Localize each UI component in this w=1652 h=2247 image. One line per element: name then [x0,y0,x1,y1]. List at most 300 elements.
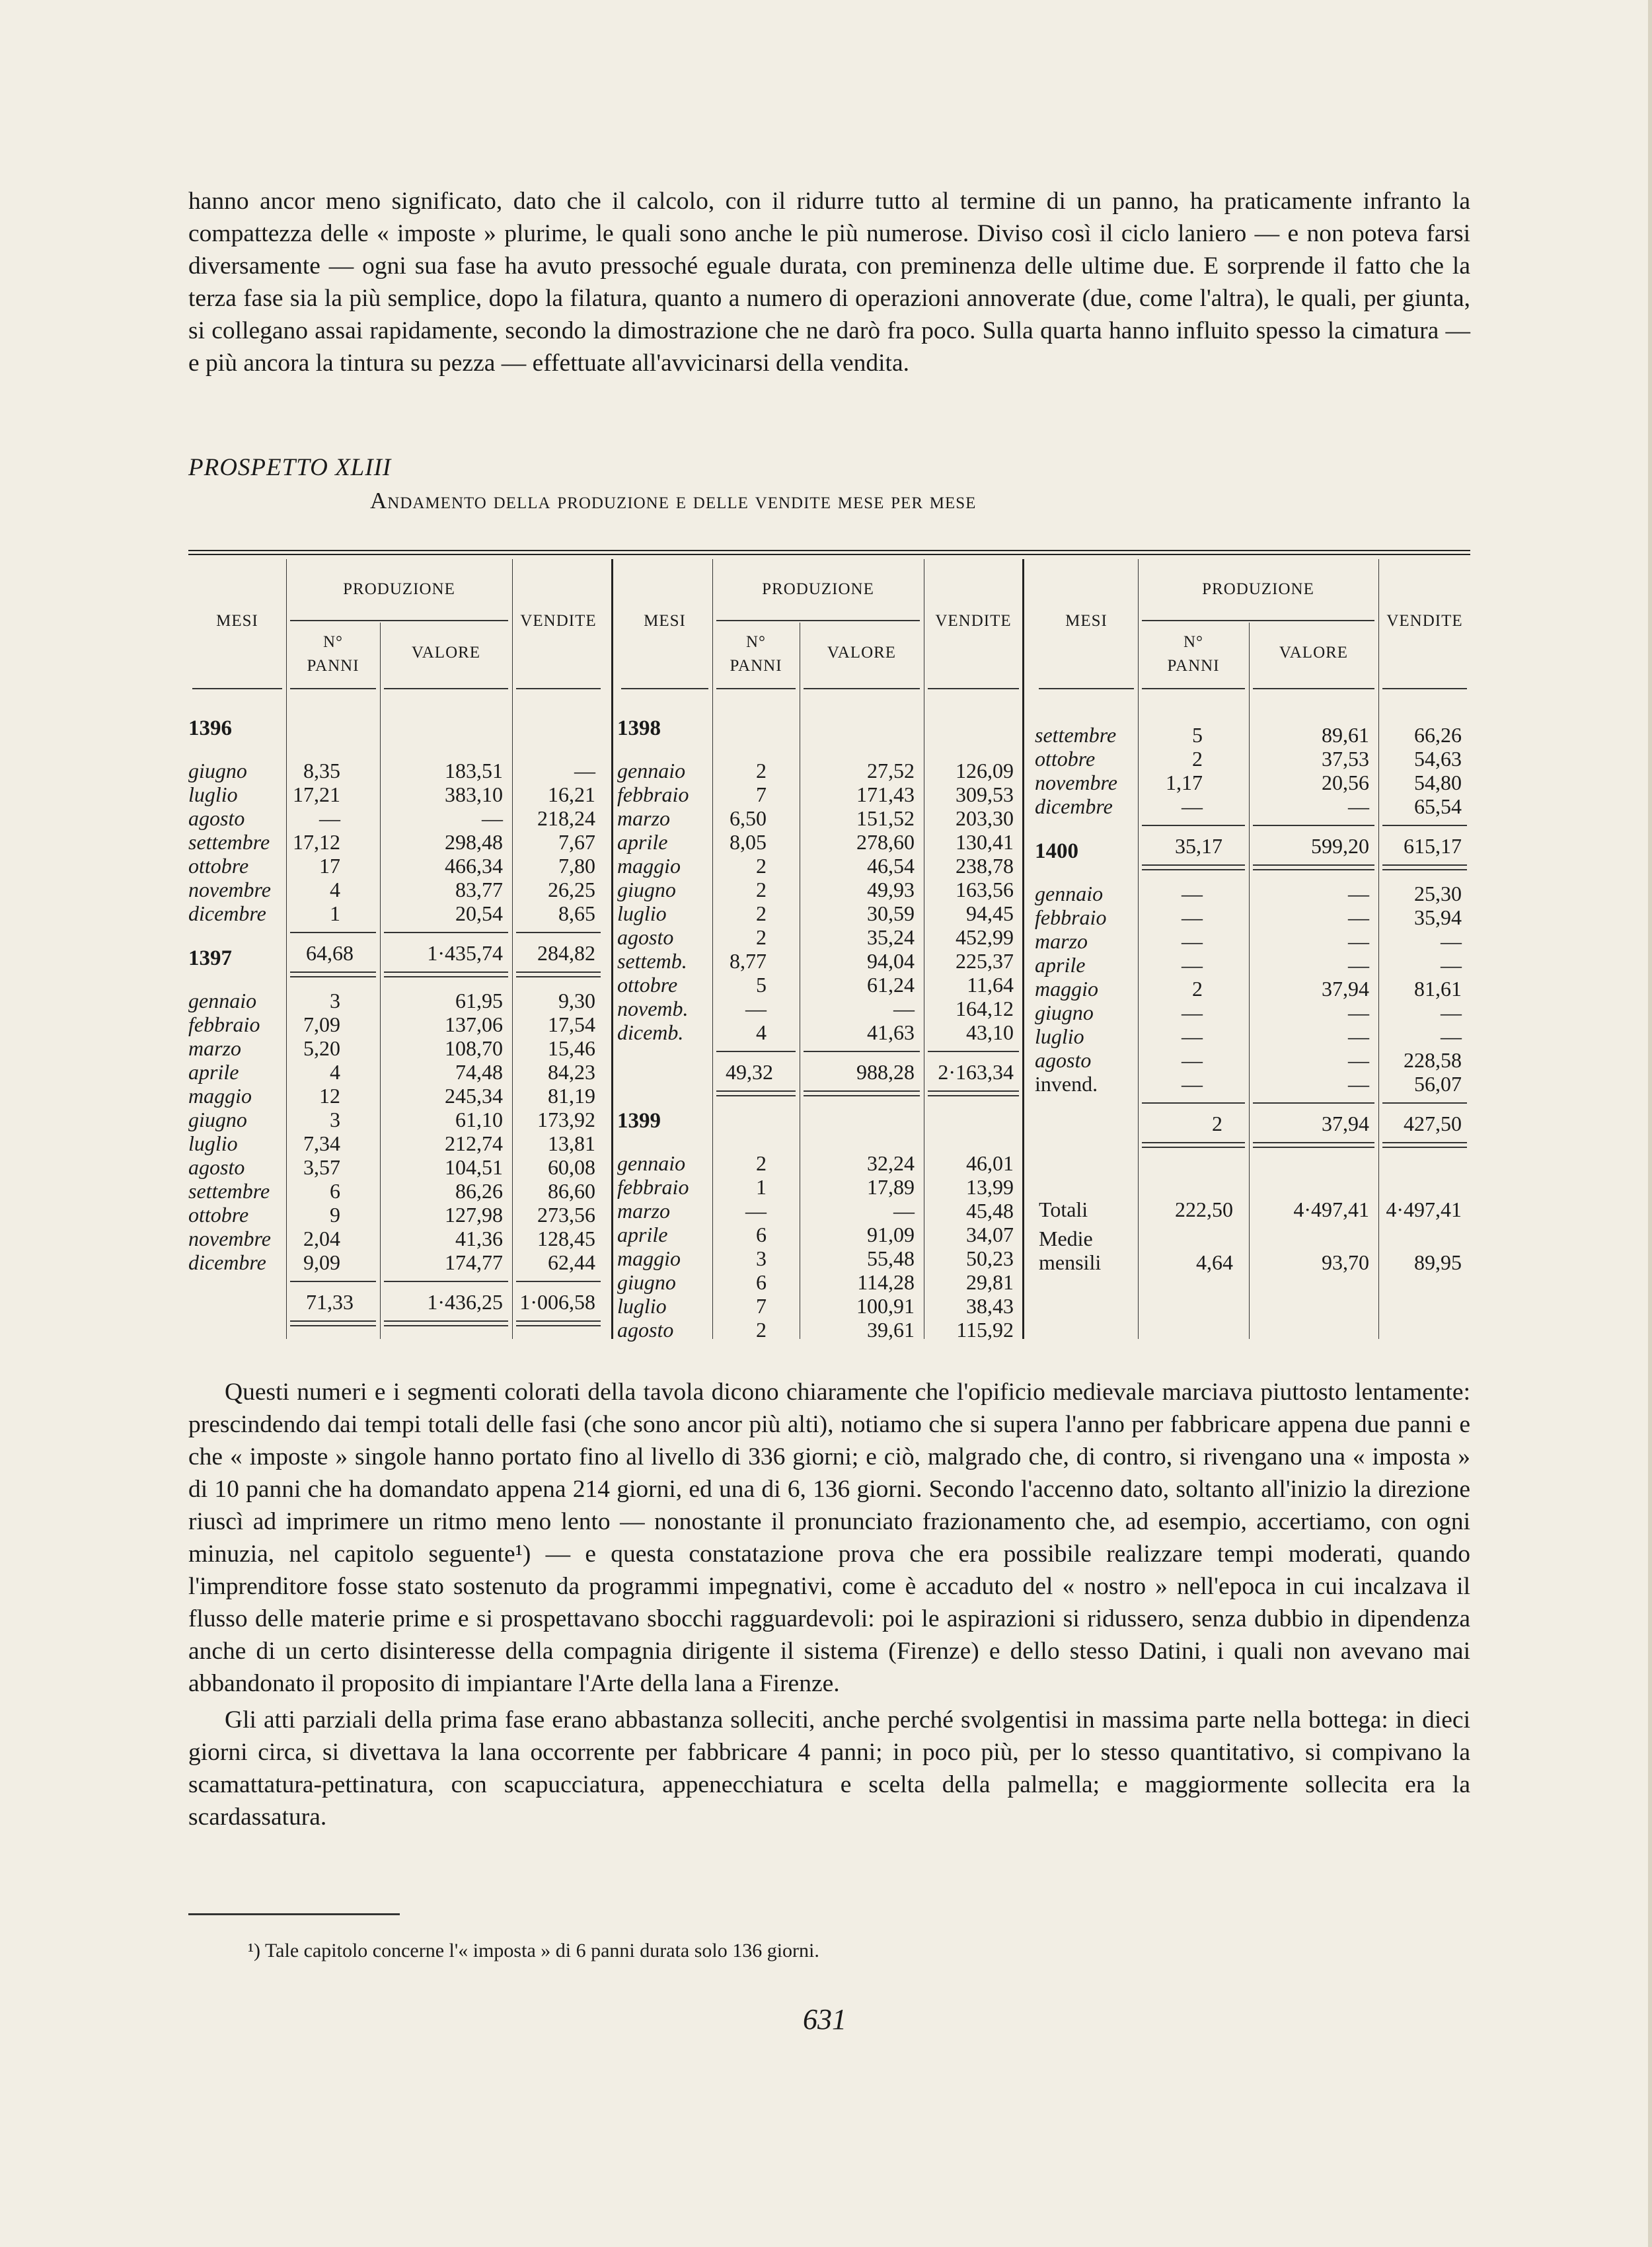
month-cell: maggio [188,1084,252,1108]
table-row [1024,1072,1471,1096]
subtotal-valore: 599,20 [1311,834,1369,858]
subtotal-double-rule [928,1090,1019,1096]
panni-cell: 4 [330,878,340,901]
table-row [188,901,605,925]
month-cell: settembre [188,1179,270,1203]
vendite-cell: 126,09 [956,759,1014,782]
table-row [188,806,605,830]
valore-cell: — [1348,1024,1369,1048]
header-produzione: PRODUZIONE [343,580,455,598]
header-bottom-rule [516,688,601,689]
subtotal-rule [384,1281,508,1282]
table-row [188,989,605,1012]
table-row [613,1318,1023,1342]
header-bottom-rule [716,688,796,689]
subtotal-row [188,941,605,965]
subtotal-vendite: 1·006,58 [519,1290,595,1314]
subtotal-double-rule [384,1320,508,1326]
month-cell: febbraio [1035,905,1107,929]
vendite-cell: 13,81 [548,1131,595,1155]
table-row [188,878,605,901]
medie-label-row [1024,1227,1471,1250]
valore-cell: 37,53 [1322,747,1369,771]
vendite-cell: 7,67 [558,830,595,854]
valore-cell: 466,34 [445,854,503,878]
footnote-rule [188,1913,400,1915]
table-row [613,1175,1023,1199]
header-vendite: VENDITE [520,612,597,630]
valore-cell: 61,95 [455,989,503,1012]
vendite-cell: 38,43 [966,1294,1014,1318]
panni-cell: 6,50 [730,806,767,830]
vendite-cell: 163,56 [956,878,1014,901]
panni-cell: 8,05 [730,830,767,854]
month-cell: agosto [617,1318,674,1342]
table-row [613,878,1023,901]
vendite-cell: 17,54 [548,1012,595,1036]
valore-cell: 174,77 [445,1250,503,1274]
month-cell: febbraio [617,1175,689,1199]
subtotal-valore: 988,28 [856,1060,915,1084]
table-row [188,1250,605,1274]
panni-cell: — [745,997,767,1020]
valore-cell: 83,77 [455,878,503,901]
panni-cell: 3,57 [303,1155,340,1179]
valore-cell: 49,93 [867,878,915,901]
valore-cell: 37,94 [1322,977,1369,1001]
valore-cell: 89,61 [1322,723,1369,747]
subtotal-rule [928,1051,1019,1052]
table-row [1024,905,1471,929]
vendite-cell: 130,41 [956,830,1014,854]
table-row [188,1084,605,1108]
panni-cell: — [1182,905,1203,929]
valore-cell: — [482,806,503,830]
vendite-cell: 16,21 [548,782,595,806]
subtotal-double-rule [1253,1142,1374,1148]
valore-cell: 137,06 [445,1012,503,1036]
subtotal-double-rule [384,971,508,977]
header-n-panni: N° [745,633,767,651]
vendite-cell: 228,58 [1404,1048,1462,1072]
vendite-cell: 46,01 [966,1151,1014,1175]
vendite-cell: 11,64 [967,973,1014,997]
medie-row [1024,1250,1471,1274]
vendite-cell: 29,81 [966,1270,1014,1294]
panni-cell: 3 [756,1246,767,1270]
subtotal-panni: 35,17 [1175,834,1222,858]
header-panni: PANNI [307,657,359,675]
subtotal-row [188,1290,605,1314]
panni-cell: — [1182,953,1203,977]
table-row [188,1131,605,1155]
panni-cell: 17,21 [293,782,340,806]
subtotal-rule [516,1281,601,1282]
subtotal-double-rule [1142,1142,1245,1148]
year-label: 1400 [1035,839,1078,863]
header-vendite: VENDITE [935,612,1012,630]
month-cell: marzo [617,1199,671,1223]
prospetto-label: PROSPETTO XLIII [188,454,392,481]
panni-cell: 6 [756,1223,767,1246]
valore-cell: 127,98 [445,1203,503,1227]
subtotal-row [1024,834,1471,858]
table-row [613,997,1023,1020]
medie-valore: 93,70 [1322,1250,1369,1274]
table-row [188,1155,605,1179]
intro-paragraph [188,185,1470,379]
valore-cell: 61,10 [455,1108,503,1131]
valore-cell: 278,60 [856,830,915,854]
valore-cell: 74,48 [455,1060,503,1084]
year-label: 1396 [188,716,232,740]
valore-cell: 35,24 [867,925,915,949]
subtotal-double-rule [290,971,376,977]
month-cell: maggio [617,854,681,878]
table-row [613,1151,1023,1175]
header-bottom-rule [1253,688,1374,689]
valore-cell: 151,52 [856,806,915,830]
vendite-cell: 203,30 [956,806,1014,830]
header-bottom-rule [621,688,708,689]
table-row [1024,1001,1471,1024]
month-cell: novembre [188,878,271,901]
production-sales-table [188,550,1470,1343]
header-rule [716,620,920,621]
subtotal-row [613,1060,1023,1084]
header-valore: VALORE [827,644,897,662]
body-paragraphs [188,1376,1470,1833]
subtotal-double-rule [516,1320,601,1326]
header-mesi: MESI [1065,612,1108,630]
month-cell: aprile [617,1223,668,1246]
valore-cell: 183,51 [445,759,503,782]
header-bottom-rule [192,688,282,689]
subtotal-row [1024,1112,1471,1135]
panni-cell: — [745,1199,767,1223]
valore-cell: 298,48 [445,830,503,854]
valore-cell: — [1348,1072,1369,1096]
paragraph-gli-atti: Gli atti parziali della prima fase erano abbastanza solleciti, anche perché svolgentisi in massima parte nella bottega: in dieci giorni circa, si divettava la lana occorrente per fabbricare 4 panni; in poco più, per lo stesso quantitativo, si compivano la scamattatura-pettinatura, con scapucciatura, appenecchiatura e scelta della palmella; e maggiormente sollecita era la scardassatura. [188,1706,1470,1831]
valore-cell: — [1348,794,1369,818]
subtotal-vendite: 284,82 [537,941,595,965]
vendite-cell: 86,60 [548,1179,595,1203]
table-row [1024,929,1471,953]
table-row [188,1203,605,1227]
vendite-cell: 218,24 [537,806,595,830]
header-produzione: PRODUZIONE [762,580,874,598]
panni-cell: 2 [1192,977,1203,1001]
panni-cell: — [1182,794,1203,818]
panni-cell: 2 [756,1318,767,1342]
table-row [1024,1048,1471,1072]
valore-cell: — [1348,953,1369,977]
vendite-cell: 54,63 [1414,747,1462,771]
month-cell: febbraio [188,1012,260,1036]
subtotal-valore: 37,94 [1322,1112,1369,1135]
vendite-cell: — [574,759,595,782]
year-label: 1398 [617,716,661,740]
month-cell: marzo [1035,929,1088,953]
month-cell: ottobre [188,1203,249,1227]
panni-cell: 3 [330,1108,340,1131]
month-cell: maggio [617,1246,681,1270]
panni-cell: 1 [330,901,340,925]
year-label: 1397 [188,946,232,970]
month-cell: ottobre [617,973,678,997]
month-cell: luglio [617,1294,667,1318]
month-cell: dicembre [188,901,266,925]
valore-cell: — [1348,882,1369,905]
month-cell: giugno [1035,1001,1094,1024]
subtotal-rule [1382,825,1467,826]
subtotal-double-rule [1382,864,1467,870]
subtotal-valore: 1·436,25 [427,1290,503,1314]
month-cell: giugno [188,759,247,782]
subtotal-double-rule [1382,1142,1467,1148]
page-edge [1648,0,1652,2247]
vendite-cell: 238,78 [956,854,1014,878]
valore-cell: 114,28 [857,1270,915,1294]
valore-cell: 39,61 [867,1318,915,1342]
subtotal-double-rule [290,1320,376,1326]
panni-cell: 2 [756,854,767,878]
table-row [613,1223,1023,1246]
subtotal-valore: 1·435,74 [427,941,503,965]
valore-cell: 41,36 [455,1227,503,1250]
header-bottom-rule [804,688,920,689]
month-cell: giugno [617,1270,676,1294]
month-cell: luglio [188,782,238,806]
year-label: 1399 [617,1109,661,1133]
header-valore: VALORE [1279,644,1349,662]
header-panni: PANNI [1167,657,1220,675]
panni-cell: 2 [756,878,767,901]
table-row [613,1199,1023,1223]
valore-cell: 20,56 [1322,771,1369,794]
subtotal-vendite: 427,50 [1404,1112,1462,1135]
valore-cell: — [893,1199,915,1223]
panni-cell: 9 [330,1203,340,1227]
table-row [613,901,1023,925]
month-cell: giugno [188,1108,247,1131]
table-row [188,1060,605,1084]
subtotal-double-rule [804,1090,920,1096]
vendite-cell: 65,54 [1414,794,1462,818]
table-row [613,854,1023,878]
page-number: 631 [803,2003,846,2036]
month-cell: ottobre [1035,747,1096,771]
valore-cell: 100,91 [856,1294,915,1318]
panni-cell: 5 [756,973,767,997]
vendite-cell: — [1441,953,1462,977]
valore-cell: 212,74 [445,1131,503,1155]
paragraph-questi: Questi numeri e i segmenti colorati della tavola dicono chiaramente che l'opificio medievale marciava piuttosto lentamente: prescindendo dai tempi totali delle fasi (che sono ancor più alti), notiamo che si supera l'anno per fabbricare appena due panni e che « imposte » singole hanno portato fino al livello di 336 giorni; e ciò, malgrado che, di contro, si rivengano una « imposta » di 10 panni che ha domandato appena 214 giorni, ed una di 6, 136 giorni. Secondo l'accenno dato, soltanto all'inizio la direzione riuscì ad imprimere un ritmo meno lento — nonostante il pronunciato frazionamento che, ad esempio, accertiamo, con ogni minuzia, nel capitolo seguente¹) — e questa constatazione prova che era possibile realizzare tempi moderati, quando l'imprenditore fosse stato sostenuto da programmi impegnativi, come è accaduto del « nostro » nell'epoca in cui incalzava il flusso delle materie prime e si prospettavano sbocchi ragguardevoli: poi le aspirazioni si ridussero, senza dubbio in dipendenza anche di un certo disinteresse della compagnia dirigente il sistema (Firenze) e dello stesso Datini, i quali non avevano mai abbandonato il proposito di impiantare l'Arte della lana a Firenze. [188,1379,1470,1697]
vendite-cell: 128,45 [537,1227,595,1250]
vendite-cell: 7,80 [558,854,595,878]
table-row [188,1036,605,1060]
panni-cell: 2,04 [303,1227,340,1250]
table-panel-3 [1022,559,1471,1339]
panni-cell: 6 [756,1270,767,1294]
month-cell: aprile [617,830,668,854]
month-cell: aprile [188,1060,239,1084]
panni-cell: — [1182,882,1203,905]
subtotal-panni: 2 [1212,1112,1222,1135]
panni-cell: 8,35 [303,759,340,782]
table-row [188,1012,605,1036]
vendite-cell: 9,30 [558,989,595,1012]
valore-cell: 46,54 [867,854,915,878]
panni-cell: 2 [756,901,767,925]
table-row [1024,953,1471,977]
month-cell: luglio [1035,1024,1084,1048]
table-row [613,925,1023,949]
subtotal-rule [1142,825,1245,826]
panni-cell: — [1182,1001,1203,1024]
vendite-cell: 115,92 [956,1318,1014,1342]
vendite-cell: 173,92 [537,1108,595,1131]
vendite-cell: 81,19 [548,1084,595,1108]
medie-label: Medie [1039,1227,1093,1250]
valore-cell: 41,63 [867,1020,915,1044]
panni-cell: 12 [319,1084,340,1108]
table-panel-1 [188,559,605,1339]
month-cell: novembre [1035,771,1117,794]
header-bottom-rule [928,688,1019,689]
vendite-cell: — [1441,1024,1462,1048]
panni-cell: 4 [330,1060,340,1084]
month-cell: gennaio [617,759,686,782]
valore-cell: 61,24 [867,973,915,997]
panni-cell: 1,17 [1166,771,1203,794]
header-n-panni: N° [322,633,344,651]
header-bottom-rule [290,688,376,689]
subtotal-double-rule [1253,864,1374,870]
subtotal-rule [516,932,601,933]
vendite-cell: 35,94 [1414,905,1462,929]
panni-cell: 7,34 [303,1131,340,1155]
vendite-cell: 225,37 [956,949,1014,973]
header-panni: PANNI [730,657,782,675]
month-cell: febbraio [617,782,689,806]
table-top-rule [188,550,1470,551]
subtotal-rule [1253,825,1374,826]
month-cell: luglio [617,901,667,925]
panni-cell: 5,20 [303,1036,340,1060]
valore-cell: 94,04 [867,949,915,973]
month-cell: dicembre [188,1250,266,1274]
table-row [613,806,1023,830]
vendite-cell: 66,26 [1414,723,1462,747]
table-row [613,949,1023,973]
totali-valore: 4·497,41 [1293,1198,1369,1221]
month-cell: novembre [188,1227,271,1250]
header-rule [290,620,508,621]
table-panel-2 [611,559,1023,1342]
valore-cell: — [1348,929,1369,953]
vendite-cell: 54,80 [1414,771,1462,794]
month-cell: agosto [188,1155,245,1179]
subtotal-double-rule [716,1090,796,1096]
valore-cell: 17,89 [867,1175,915,1199]
table-row [188,782,605,806]
intro-text: hanno ancor meno significato, dato che il calcolo, con il ridurre tutto al termine di un panno, ha praticamente infranto la compattezza delle « imposte » plurime, le quali sono anche le più numerose. Diviso così il ciclo laniero — e non poteva farsi diversamente — ogni sua fase ha avuto pressoché eguale durata, con preminenza delle ultime due. E sorprende il fatto che la terza fase sia la più semplice, dopo la filatura, quanto a numero di operazioni annoverate (due, come l'altra), le quali, per giunta, si collegano assai rapidamente, secondo la dimostrazione che ne darò fra poco. Sulla quarta hanno influito spesso la cimatura — e più ancora la tintura su pezza — effettuate all'avvicinarsi della vendita. [188,188,1470,377]
valore-cell: 20,54 [455,901,503,925]
header-valore: VALORE [411,644,481,662]
vendite-cell: 94,45 [966,901,1014,925]
totali-row [1024,1198,1471,1221]
panni-cell: 7 [756,782,767,806]
vendite-cell: 8,65 [558,901,595,925]
table-row [1024,977,1471,1001]
valore-cell: 32,24 [867,1151,915,1175]
panni-cell: 2 [756,759,767,782]
valore-cell: 108,70 [445,1036,503,1060]
month-cell: settembre [188,830,270,854]
vendite-cell: 15,46 [548,1036,595,1060]
valore-cell: 86,26 [455,1179,503,1203]
month-cell: agosto [188,806,245,830]
vendite-cell: 62,44 [548,1250,595,1274]
valore-cell: 55,48 [867,1246,915,1270]
month-cell: maggio [1035,977,1098,1001]
vendite-cell: 56,07 [1414,1072,1462,1096]
header-mesi: MESI [644,612,686,630]
table-row [613,759,1023,782]
valore-cell: — [893,997,915,1020]
month-cell: marzo [617,806,671,830]
valore-cell: 245,34 [445,1084,503,1108]
medie-vendite: 89,95 [1414,1250,1462,1274]
subtotal-panni: 49,32 [726,1060,773,1084]
subtotal-rule [290,1281,376,1282]
medie-panni: 4,64 [1196,1250,1233,1274]
month-cell: dicemb. [617,1020,684,1044]
table-row [1024,1024,1471,1048]
totali-vendite: 4·497,41 [1386,1198,1462,1221]
vendite-cell: — [1441,929,1462,953]
panni-cell: 17 [319,854,340,878]
panni-cell: 17,12 [293,830,340,854]
subtotal-vendite: 615,17 [1404,834,1462,858]
vendite-cell: 452,99 [956,925,1014,949]
valore-cell: 91,09 [867,1223,915,1246]
month-cell: invend. [1035,1072,1098,1096]
table-row [188,1108,605,1131]
table-row [1024,882,1471,905]
table-row [188,1179,605,1203]
subtotal-double-rule [1142,864,1245,870]
vendite-cell: 50,23 [966,1246,1014,1270]
panni-cell: 4 [756,1020,767,1044]
valore-cell: 30,59 [867,901,915,925]
panni-cell: 7 [756,1294,767,1318]
month-cell: settembre [1035,723,1117,747]
vendite-cell: 84,23 [548,1060,595,1084]
valore-cell: — [1348,905,1369,929]
month-cell: luglio [188,1131,238,1155]
table-row [613,1270,1023,1294]
table-row [1024,723,1471,747]
table-row [1024,771,1471,794]
table-row [188,1227,605,1250]
month-cell: gennaio [617,1151,686,1175]
month-cell: agosto [617,925,674,949]
table-title: Andamento della produzione e delle vendite mese per mese [370,488,977,514]
header-bottom-rule [1142,688,1245,689]
panni-cell: 5 [1192,723,1203,747]
